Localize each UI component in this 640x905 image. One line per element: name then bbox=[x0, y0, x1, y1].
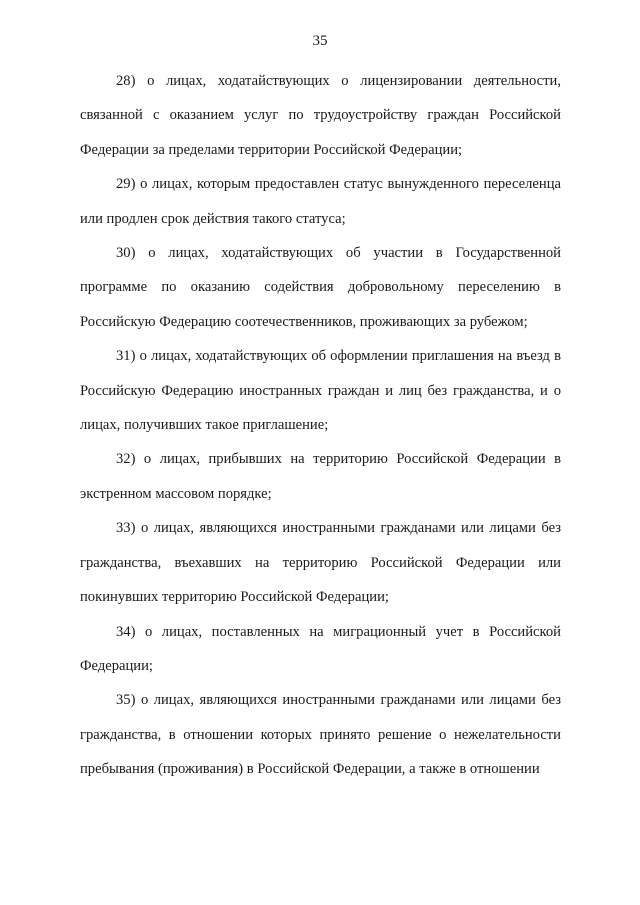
document-body bbox=[80, 64, 561, 787]
paragraph-item-35: 35) о лицах, являющихся иностранными гражданами или лицами без гражданства, в отношении которых принято решение о нежелательности пребывания (проживания) в Российской Федерации, а также в отношении bbox=[80, 692, 561, 778]
paragraph-item-32: 32) о лицах, прибывших на территорию Российской Федерации в экстренном массовом порядке; bbox=[80, 451, 561, 502]
paragraph-item-33: 33) о лицах, являющихся иностранными гражданами или лицами без гражданства, въехавших на территорию Российской Федерации или покинувших территорию Российской Федерации; bbox=[80, 520, 561, 606]
paragraph-item-34: 34) о лицах, поставленных на миграционный учет в Российской Федерации; bbox=[80, 623, 561, 674]
paragraph-item-31: 31) о лицах, ходатайствующих об оформлении приглашения на въезд в Российскую Федерацию иностранных граждан и лиц без гражданства, и о лицах, получивших такое приглашение; bbox=[80, 348, 561, 434]
paragraph-item-30: 30) о лицах, ходатайствующих об участии в Государственной программе по оказанию содействия добровольному переселению в Российскую Федерацию соотечественников, проживающих за рубежом; bbox=[80, 245, 561, 330]
paragraph-item-28: 28) о лицах, ходатайствующих о лицензировании деятельности, связанной с оказанием услуг по трудоустройству граждан Российской Федерации за пределами территории Российской Федерации; bbox=[80, 73, 561, 158]
page-number: 35 bbox=[312, 33, 328, 49]
paragraph-item-29: 29) о лицах, которым предоставлен статус вынужденного переселенца или продлен срок действия такого статуса; bbox=[80, 176, 561, 227]
